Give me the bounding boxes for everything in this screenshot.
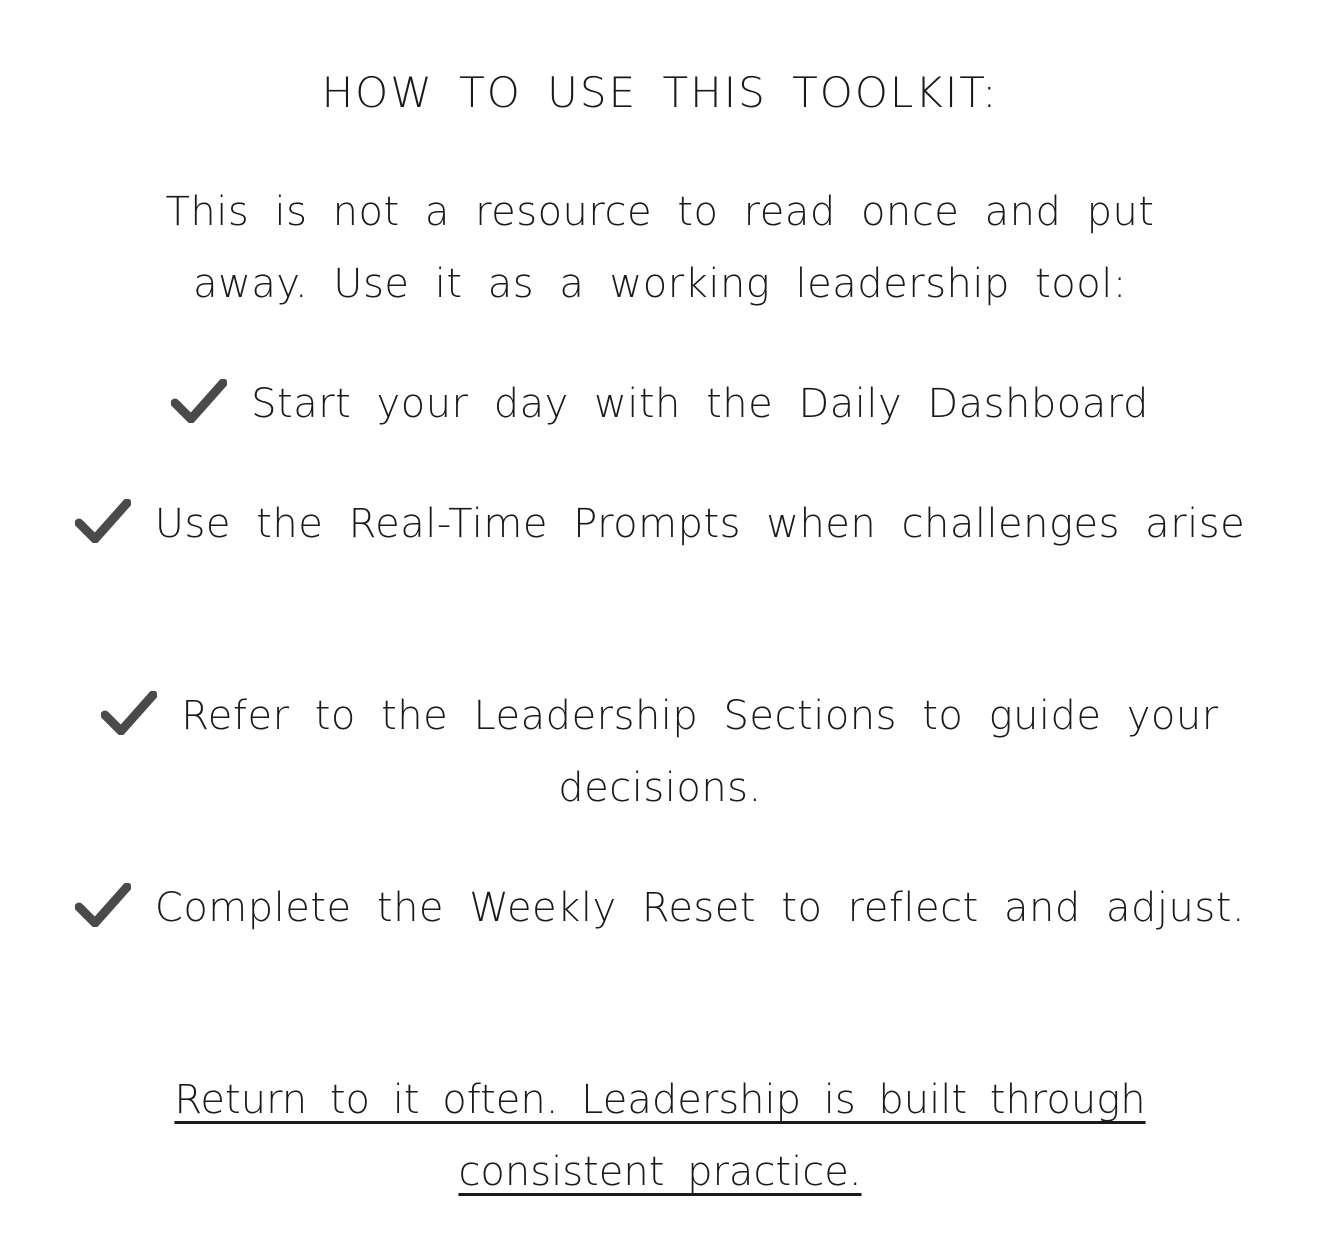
footer-note: Return to it often. Leadership is built through consistent practice. [174,1077,1146,1195]
list-item [60,488,1260,560]
page-title: HOW TO USE THIS TOOLKIT: [321,68,999,117]
list-item-text: Refer to the Leadership Sections to guide your decisions. [181,693,1219,811]
check-icon [75,883,131,927]
check-icon [171,379,227,423]
list-item-text: Start your day with the Daily Dashboard [251,381,1149,427]
check-icon [75,499,131,543]
check-icon [101,691,157,735]
intro-paragraph: This is not a resource to read once and put away. Use it as a working leadership tool: [165,189,1155,307]
list-item [60,680,1260,824]
list-item-text: Complete the Weekly Reset to reflect and adjust. [154,885,1246,931]
list-item [60,872,1260,944]
list-item-text: Use the Real-Time Prompts when challenges arise [154,501,1246,547]
list-item [60,368,1260,440]
